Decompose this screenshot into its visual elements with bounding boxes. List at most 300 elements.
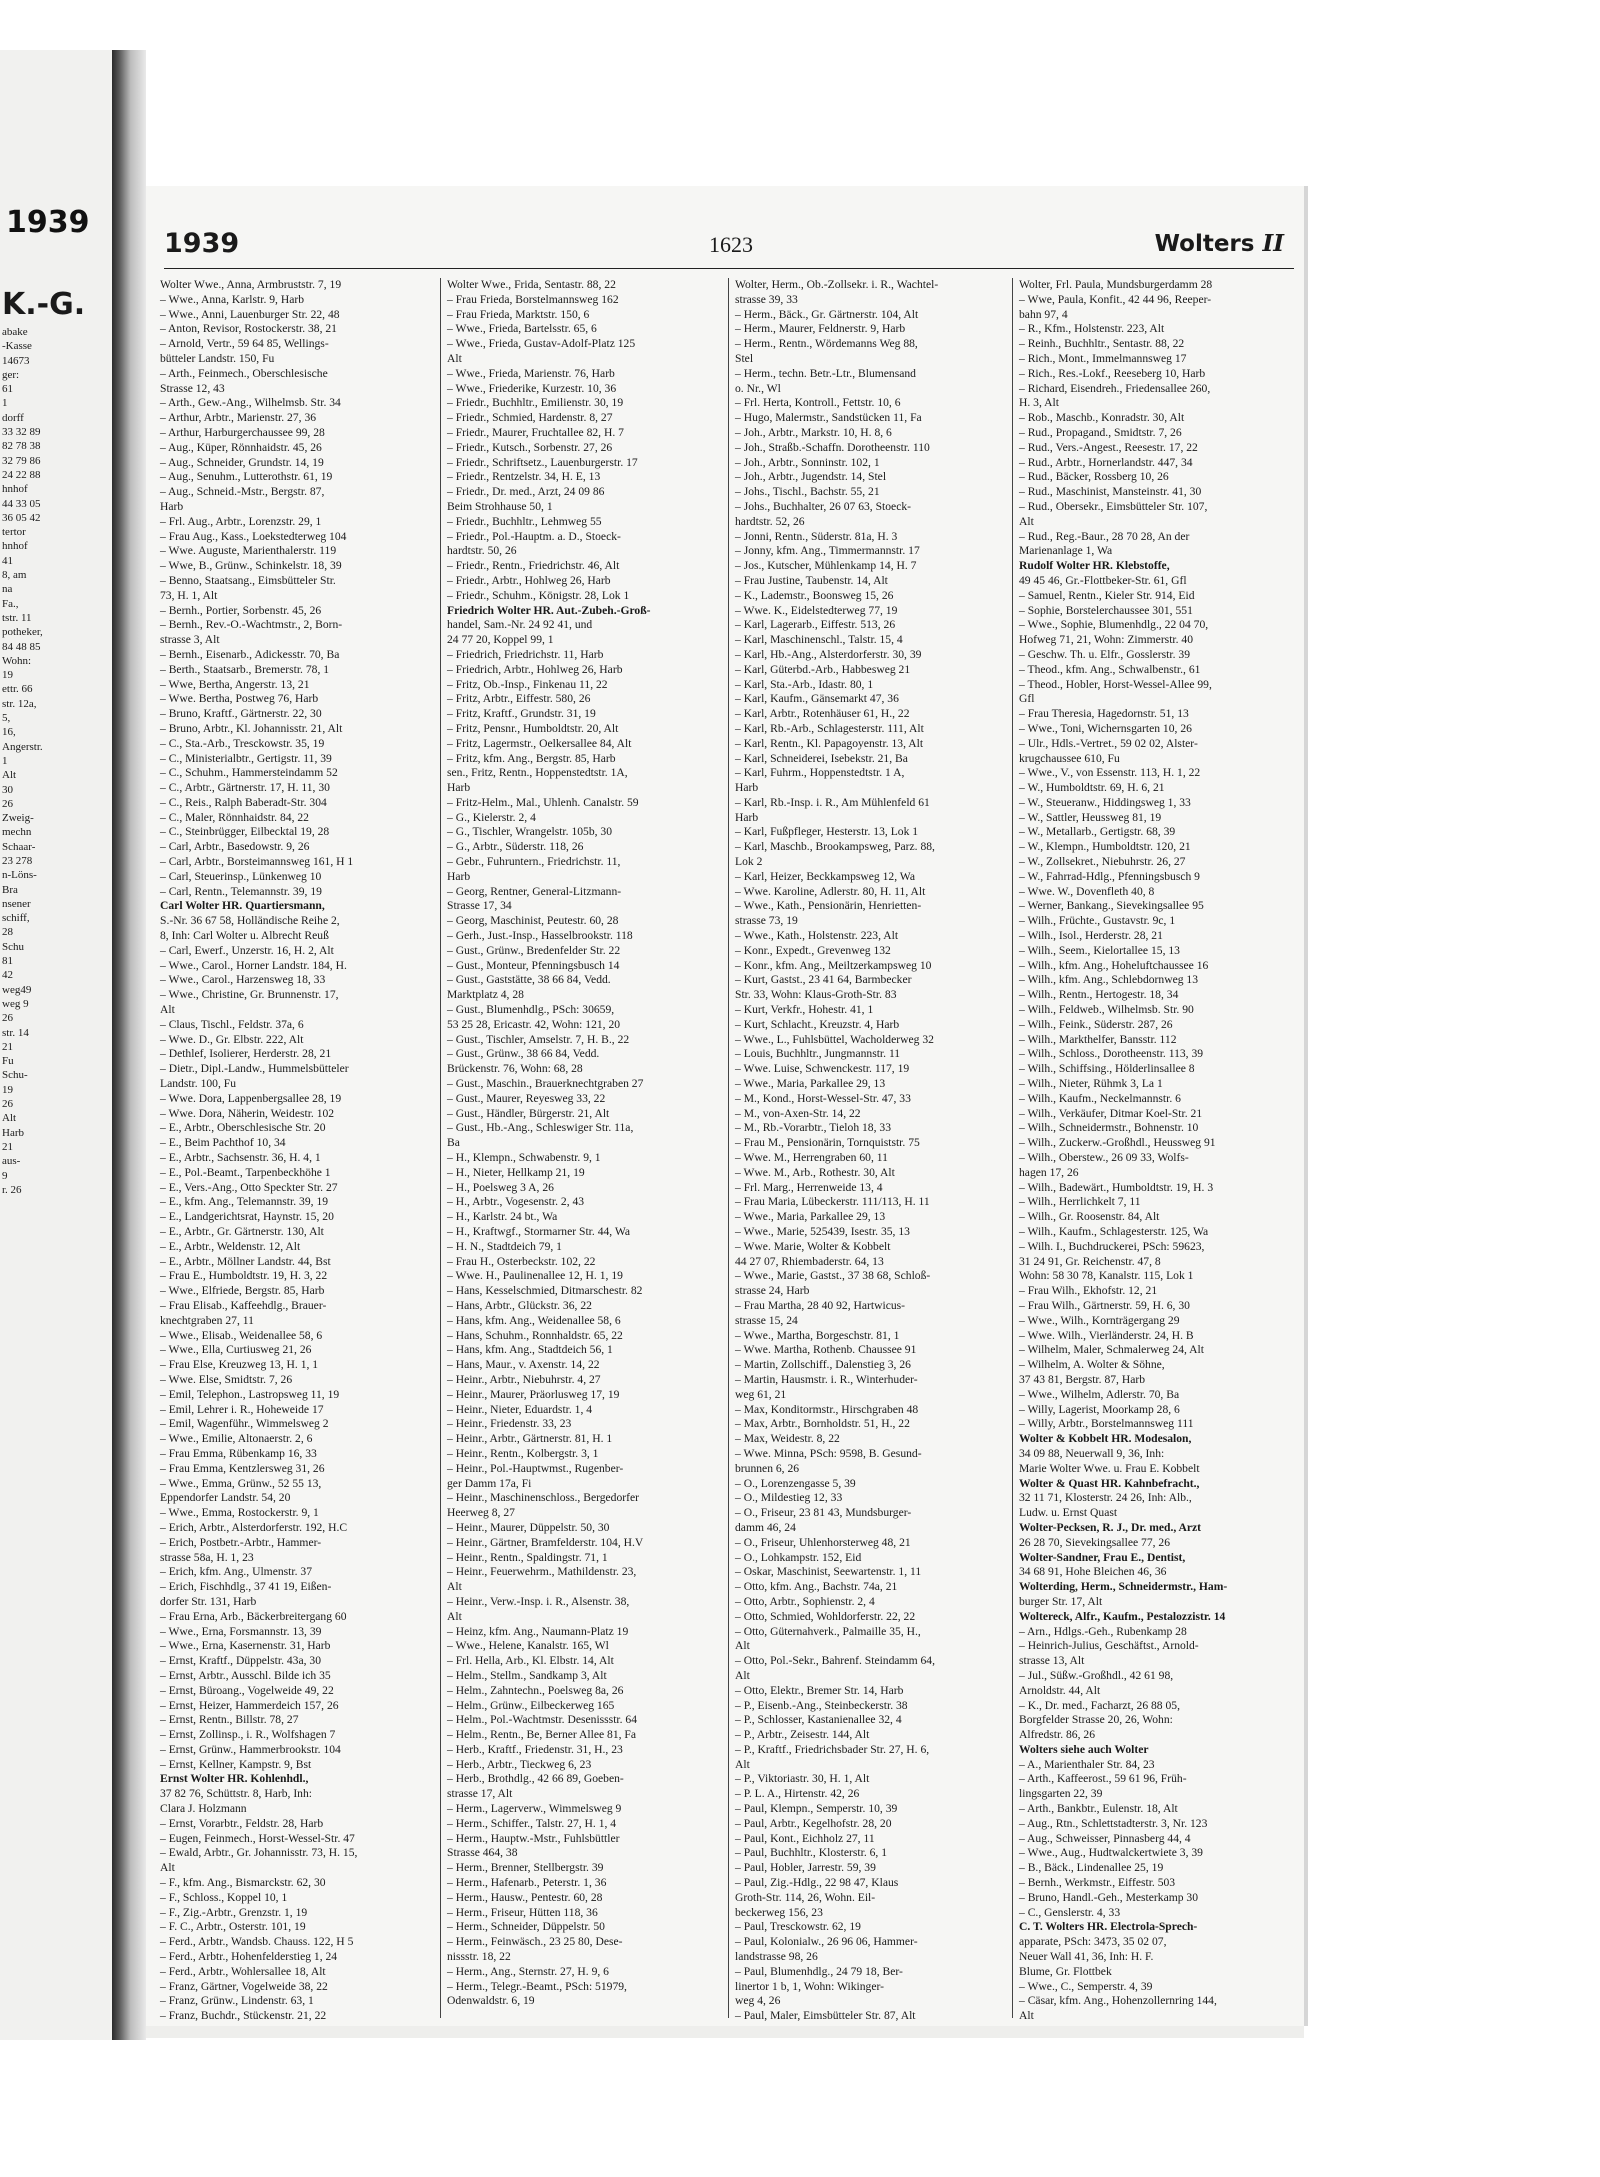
directory-entry-line: Neuer Wall 41, 36, Inh: H. F. (1019, 1950, 1154, 1964)
directory-entry-line: – Wwe., Toni, Wichernsgarten 10, 26 (1019, 721, 1192, 735)
directory-entry-line: brunnen 6, 26 (735, 1461, 800, 1475)
directory-entry-line: – Wwe. Martha, Rothenb. Chaussee 91 (735, 1343, 917, 1357)
directory-entry-line: Stel (735, 351, 754, 365)
directory-entry-line: – Arth., Kaffeerost., 59 61 96, Früh- (1019, 1772, 1187, 1786)
directory-entry-line: – Bruno, Kraftf., Gärtnerstr. 22, 30 (160, 707, 322, 721)
directory-entry-line: – Carl, Arbtr., Borsteimannsweg 161, H 1 (160, 855, 354, 869)
directory-entry-line: – Herm., Telegr.-Beamt., PSch: 51979, (447, 1979, 627, 1993)
directory-entry-line: – Heinr., Gärtner, Bramfelderstr. 104, H.V (447, 1535, 644, 1549)
directory-entry-line: – Karl, Fuhrm., Hoppenstedtstr. 1 A, (735, 766, 905, 780)
directory-entry-line: – Heinrich-Julius, Geschäftst., Arnold- (1019, 1639, 1199, 1653)
directory-entry-line: Wolters siehe auch Wolter (1019, 1742, 1149, 1756)
directory-entry-line: – Wwe., Kath., Holstenstr. 223, Alt (735, 929, 899, 943)
directory-entry-line: – Paul, Arbtr., Kegelhofstr. 28, 20 (735, 1816, 892, 1830)
directory-entry-line: beckerweg 156, 23 (735, 1905, 823, 1919)
previous-page-fragment (0, 50, 114, 2040)
directory-entry-line: – Rud., Maschinist, Mansteinstr. 41, 30 (1019, 485, 1202, 499)
directory-entry-line: – Friedr., Maurer, Fruchtallee 82, H. 7 (447, 425, 624, 439)
previous-page-line: 8, am (2, 569, 27, 582)
directory-entry-line: – Heinr., Maurer, Düppelstr. 50, 30 (447, 1520, 610, 1534)
directory-entry-line: – Jonni, Rentn., Süderstr. 81a, H. 3 (735, 529, 898, 543)
directory-entry-line: – Richard, Eisendreh., Friedensallee 260, (1019, 381, 1211, 395)
directory-entry-line: – Wwe., V., von Essenstr. 113, H. 1, 22 (1019, 766, 1201, 780)
directory-entry-line: – Wwe. H., Paulinenallee 12, H. 1, 19 (447, 1269, 623, 1283)
directory-entry-line: – Herb., Brothdlg., 42 66 89, Goeben- (447, 1772, 624, 1786)
directory-column-3 (728, 278, 1009, 2023)
directory-entry-line: 34 68 91, Hohe Bleichen 46, 36 (1019, 1565, 1167, 1579)
directory-entry-line: – Heinr., Arbtr., Gärtnerstr. 81, H. 1 (447, 1432, 613, 1446)
directory-entry-line: – Frau Emma, Kentzlersweg 31, 26 (160, 1461, 325, 1475)
directory-entry-line: – Franz, Gärtner, Vogelweide 38, 22 (160, 1979, 328, 1993)
directory-entry-line: – Paul, Klempn., Semperstr. 10, 39 (735, 1802, 898, 1816)
directory-entry-line: – Wwe, Paula, Konfit., 42 44 96, Reeper- (1019, 292, 1212, 306)
directory-entry-line: – Wwe., Maria, Parkallee 29, 13 (735, 1077, 886, 1091)
directory-entry-line: – C., Genslerstr. 4, 33 (1019, 1905, 1121, 1919)
directory-entry-line: – Heinr., Maschinenschloss., Bergedorfer (447, 1491, 640, 1505)
directory-entry-line: – Emil, Wagenführ., Wimmelsweg 2 (160, 1417, 329, 1431)
previous-page-line: 21 (2, 1040, 13, 1053)
directory-entry-line: – Ulr., Hdls.-Vertret., 59 02 02, Alster- (1019, 736, 1198, 750)
directory-entry-line: strasse 13, Alt (1019, 1654, 1085, 1668)
directory-entry-line: – Wilh., Schiffsing., Hölderlinsallee 8 (1019, 1062, 1195, 1076)
directory-entry-line: – Karl, Rb.-Insp. i. R., Am Mühlenfeld 61 (735, 795, 930, 809)
directory-entry-line: – H., Poelsweg 3 A, 26 (447, 1180, 554, 1194)
directory-entry-line: – C., Reis., Ralph Baberadt-Str. 304 (160, 795, 327, 809)
directory-entry-line: – C., Schuhm., Hammersteindamm 52 (160, 766, 338, 780)
directory-entry-line: – Martin, Hausmstr. i. R., Winterhuder- (735, 1372, 918, 1386)
directory-entry-line: – Emil, Lehrer i. R., Hoheweide 17 (160, 1402, 324, 1416)
directory-entry-line: – Herb., Kraftf., Friedenstr. 31, H., 23 (447, 1742, 623, 1756)
directory-column-2 (440, 278, 721, 2018)
directory-entry-line: – Friedr., Schmied, Hardenstr. 8, 27 (447, 411, 613, 425)
directory-entry-line: – Bernh., Portier, Sorbenstr. 45, 26 (160, 603, 322, 617)
directory-entry-line: – Wwe., Kath., Pensionärin, Henrietten- (735, 899, 922, 913)
previous-page-line: abake (2, 326, 28, 338)
directory-entry-line: – Gerh., Just.-Insp., Hasselbrookstr. 118 (447, 929, 633, 943)
directory-entry-line: – P., Kraftf., Friedrichsbader Str. 27, H. 6, (735, 1742, 930, 1756)
directory-entry-line: – Rob., Maschb., Konradstr. 30, Alt (1019, 411, 1185, 425)
directory-entry-line: Odenwaldstr. 6, 19 (447, 1994, 535, 2008)
previous-page-line: potheker, (2, 626, 43, 639)
directory-entry-line: – H., Kraftwgf., Stormarner Str. 44, Wa (447, 1225, 631, 1238)
directory-entry-line: – Carl, Steuerinsp., Lünkenweg 10 (160, 869, 322, 883)
directory-entry-line: – Gebr., Fuhruntern., Friedrichstr. 11, (447, 855, 621, 869)
directory-entry-line: 34 09 88, Neuerwall 9, 36, Inh: (1019, 1446, 1165, 1460)
directory-entry-line: – Herm., Brenner, Stellbergstr. 39 (447, 1861, 604, 1875)
directory-entry-line: – Heinr., Verw.-Insp. i. R., Alsenstr. 38, (447, 1594, 630, 1608)
directory-entry-line: – Fritz, kfm. Ang., Bergstr. 85, Harb (447, 751, 616, 765)
directory-entry-line: – W., Steueranw., Hiddingsweg 1, 33 (1019, 795, 1191, 809)
directory-entry-line: weg 61, 21 (735, 1387, 787, 1401)
directory-entry-line: – Wwe., Marie, 525439, Isestr. 35, 13 (735, 1225, 910, 1238)
previous-page-line: 1 (2, 754, 8, 767)
previous-page-line: 28 (2, 926, 13, 939)
directory-entry-line: – Wilh., Kaufm., Neckelmannstr. 6 (1019, 1091, 1181, 1105)
directory-entry-line: – Friedrich, Arbtr., Hohlweg 26, Harb (447, 662, 623, 676)
previous-page-line: 1 (2, 397, 8, 410)
directory-entry-line: – Frau Frieda, Marktstr. 150, 6 (447, 307, 590, 321)
directory-entry-line: – Friedr., Rentn., Friedrichstr. 46, Alt (447, 559, 620, 573)
directory-entry-line: – Helm., Pol.-Wachtmstr. Desenissstr. 64 (447, 1713, 638, 1727)
directory-entry-line: – Geschw. Th. u. Elfr., Gosslerstr. 39 (1019, 647, 1190, 661)
header-surname (1155, 230, 1284, 257)
directory-entry-line: Wohn: 58 30 78, Kanalstr. 115, Lok 1 (1019, 1269, 1194, 1283)
directory-entry-line: 32 11 71, Klosterstr. 24 26, Inh: Alb., (1019, 1491, 1192, 1505)
directory-entry-line: – Konr., Expedt., Grevenweg 132 (735, 943, 891, 957)
directory-entry-line: – Kurt, Schlacht., Kreuzstr. 4, Harb (735, 1017, 900, 1031)
directory-entry-line: sen., Fritz, Rentn., Hoppenstedtstr. 1A, (447, 766, 628, 780)
directory-entry-line: – Wilh., Kaufm., Schlagesterstr. 125, Wa (1019, 1225, 1209, 1238)
directory-entry-line: – Max, Weidestr. 8, 22 (735, 1432, 840, 1446)
directory-entry-line: – Wwe. M., Arb., Rothestr. 30, Alt (735, 1165, 895, 1179)
directory-entry-line: – Helm., Stellm., Sandkamp 3, Alt (447, 1668, 607, 1682)
directory-entry-line: ger Damm 17a, Fi (447, 1476, 532, 1490)
previous-page-line: 32 79 86 (2, 454, 41, 467)
directory-entry-line: – M., Rb.-Vorarbtr., Tieloh 18, 33 (735, 1121, 891, 1135)
previous-page-line: Harb (2, 1126, 24, 1139)
directory-entry-line: – Ewald, Arbtr., Gr. Johannisstr. 73, H. 15, (160, 1846, 358, 1860)
directory-entry-line: strasse 15, 24 (735, 1313, 798, 1327)
directory-entry-line: – Heinr., Feuerwehrm., Mathildenstr. 23, (447, 1565, 637, 1579)
directory-entry-line: Alt (160, 1003, 175, 1017)
directory-entry-line: – Karl, Heizer, Beckkampsweg 12, Wa (735, 869, 915, 883)
directory-entry-line: – Frau H., Osterbeckstr. 102, 22 (447, 1254, 596, 1268)
previous-page-line: 24 22 88 (2, 468, 41, 481)
directory-entry-line: – O., Mildestieg 12, 33 (735, 1491, 843, 1505)
directory-entry-line: – Wwe. Dora, Näherin, Weidestr. 102 (160, 1106, 335, 1120)
directory-entry-line: – Kurt, Gastst., 23 41 64, Barmbecker (735, 973, 912, 987)
directory-entry-line: – Erich, Postbetr.-Arbtr., Hammer- (160, 1535, 322, 1549)
directory-entry-line: – Herm., Hausw., Pentestr. 60, 28 (447, 1890, 603, 1904)
directory-entry-line: – Helm., Rentn., Be, Berner Allee 81, Fa (447, 1728, 637, 1742)
directory-entry-line: – Frau Erna, Arb., Bäckerbreitergang 60 (160, 1609, 347, 1623)
directory-entry-line: Strasse 12, 43 (160, 381, 225, 395)
directory-entry-line: – Wwe., L., Fuhlsbüttel, Wacholderweg 32 (735, 1032, 934, 1046)
directory-entry-line: – Heinr., Nieter, Eduardstr. 1, 4 (447, 1402, 593, 1416)
directory-entry-line: – Wilh., kfm. Ang., Schlebdornweg 13 (1019, 973, 1199, 987)
directory-entry-line: 44 27 07, Rhiembaderstr. 64, 13 (735, 1254, 884, 1268)
directory-entry-line: – Karl, Güterbd.-Arb., Habbesweg 21 (735, 662, 911, 676)
directory-entry-line: – Friedr., Rentzelstr. 34, H. E, 13 (447, 470, 601, 484)
directory-entry-line: hagen 17, 26 (1019, 1165, 1079, 1179)
directory-entry-line: – Joh., Straßb.-Schaffn. Dorotheenstr. 110 (735, 440, 930, 454)
directory-entry-line: – Wilh. I., Buchdruckerei, PSch: 59623, (1019, 1239, 1205, 1253)
directory-entry-line: – Bernh., Werkmstr., Eiffestr. 503 (1019, 1876, 1176, 1890)
directory-entry-line: – Herm., Hafenarb., Peterstr. 1, 36 (447, 1876, 607, 1890)
directory-entry-line: – Gust., Hb.-Ang., Schleswiger Str. 11a, (447, 1121, 634, 1135)
directory-entry-line: – Frau Wilh., Gärtnerstr. 59, H. 6, 30 (1019, 1298, 1190, 1312)
directory-entry-line: – Theod., Hobler, Horst-Wessel-Allee 99, (1019, 677, 1212, 691)
directory-entry-line: – F., Schloss., Koppel 10, 1 (160, 1890, 288, 1904)
previous-page-line: 30 (2, 783, 13, 796)
directory-entry-line: – Max, Arbtr., Bornholdstr. 51, H., 22 (735, 1417, 910, 1431)
directory-entry-line: – Friedr., Buchhltr., Emilienstr. 30, 19 (447, 396, 624, 410)
directory-entry-line: Carl Wolter HR. Quartiersmann, (160, 899, 325, 913)
directory-entry-line: – Martin, Zollschiff., Dalenstieg 3, 26 (735, 1358, 911, 1372)
directory-entry-line: – Claus, Tischl., Feldstr. 37a, 6 (160, 1017, 304, 1031)
directory-entry-line: – Friedrich, Friedrichstr. 11, Harb (447, 647, 604, 661)
directory-entry-line: – Aug., Schneider, Grundstr. 14, 19 (160, 455, 324, 469)
directory-entry-line: – Herm., Schneider, Düppelstr. 50 (447, 1920, 605, 1934)
directory-entry-line: – Hans, kfm. Ang., Stadtdeich 56, 1 (447, 1343, 613, 1357)
directory-entry-line: – Wilh., Verkäufer, Ditmar Koel-Str. 21 (1019, 1106, 1203, 1120)
directory-entry-line: – Wwe. Dora, Lappenbergsallee 28, 19 (160, 1091, 342, 1105)
directory-entry-line: – Anton, Revisor, Rostockerstr. 38, 21 (160, 322, 337, 336)
directory-entry-line: – Carl, Rentn., Telemannstr. 39, 19 (160, 884, 322, 898)
previous-page-line: 82 78 38 (2, 440, 41, 453)
directory-entry-line: – Dethlef, Isolierer, Herderstr. 28, 21 (160, 1047, 332, 1061)
directory-entry-line: 26 28 70, Sievekingsallee 77, 26 (1019, 1535, 1171, 1549)
directory-entry-line: – Dietr., Dipl.-Landw., Hummelsbütteler (160, 1062, 349, 1076)
directory-entry-line: – Wilh., Schloss., Dorotheenstr. 113, 39 (1019, 1047, 1204, 1061)
directory-entry-line: – Jonny, kfm. Ang., Timmermannstr. 17 (735, 544, 920, 558)
directory-entry-line: – Gust., Grünw., 38 66 84, Vedd. (447, 1047, 600, 1061)
directory-entry-line: – H., Karlstr. 24 bt., Wa (447, 1210, 558, 1224)
previous-page-line: 19 (2, 669, 13, 682)
directory-entry-line: – Wwe., C., Semperstr. 4, 39 (1019, 1979, 1153, 1993)
directory-entry-line: – Jul., Süßw.-Großhdl., 42 61 98, (1019, 1668, 1174, 1682)
directory-entry-line: – Arth., Gew.-Ang., Wilhelmsb. Str. 34 (160, 396, 341, 410)
directory-entry-line: – Paul, Hobler, Jarrestr. 59, 39 (735, 1861, 876, 1875)
previous-page-line: 26 (2, 1012, 13, 1025)
directory-entry-line: – O., Lorenzengasse 5, 39 (735, 1476, 856, 1490)
directory-entry-line: – Aug., Küper, Rönnhaidstr. 45, 26 (160, 440, 322, 454)
directory-entry-line: strasse 3, Alt (160, 633, 220, 647)
directory-entry-line: – Berth., Staatsarb., Bremerstr. 78, 1 (160, 662, 330, 676)
previous-page-line: tstr. 11 (2, 611, 32, 624)
directory-entry-line: – H., Klempn., Schwabenstr. 9, 1 (447, 1151, 601, 1165)
directory-entry-line: Marie Wolter Wwe. u. Frau E. Kobbelt (1019, 1461, 1200, 1475)
previous-page-line: str. 12a, (2, 697, 37, 710)
directory-entry-line: – Frau M., Pensionärin, Tornquiststr. 75 (735, 1136, 920, 1150)
directory-entry-line: 73, H. 1, Alt (160, 588, 218, 602)
directory-entry-line: – Kurt, Verkfr., Hohestr. 41, 1 (735, 1003, 874, 1017)
directory-entry-line: – Carl, Ewerf., Unzerstr. 16, H. 2, Alt (160, 943, 334, 957)
directory-entry-line: – Heinr., Rentn., Spaldingstr. 71, 1 (447, 1550, 608, 1564)
directory-entry-line: – E., Arbtr., Sachsenstr. 36, H. 4, 1 (160, 1151, 321, 1165)
directory-entry-line: – Aug., Senuhm., Lutterothstr. 61, 19 (160, 470, 333, 484)
directory-entry-line: – Wilh., Seem., Kielortallee 15, 13 (1019, 943, 1180, 957)
directory-entry-line: – Franz, Grünw., Lindenstr. 63, 1 (160, 1994, 314, 2008)
directory-entry-line: – Wwe, B., Grünw., Schinkelstr. 18, 39 (160, 559, 342, 573)
directory-entry-line: – Gust., Grünw., Bredenfelder Str. 22 (447, 943, 621, 957)
directory-entry-line: – Frau Justine, Taubenstr. 14, Alt (735, 573, 888, 587)
previous-page-line: Angerstr. (2, 740, 43, 753)
directory-entry-line: – Gust., Maschin., Brauerknechtgraben 27 (447, 1077, 644, 1091)
directory-entry-line: – Wilh., Gr. Roosenstr. 84, Alt (1019, 1210, 1160, 1224)
directory-entry-line: – Karl, Lagerarb., Eiffestr. 513, 26 (735, 618, 896, 632)
directory-entry-line: – Wilhelm, Maler, Schmalerweg 24, Alt (1019, 1343, 1204, 1357)
previous-page-line: 41 (2, 554, 13, 567)
directory-entry-line: – Reinh., Buchhltr., Sentastr. 88, 22 (1019, 337, 1185, 351)
directory-entry-line: – Carl, Arbtr., Basedowstr. 9, 26 (160, 840, 310, 854)
directory-entry-line: 37 82 76, Schüttstr. 8, Harb, Inh: (160, 1787, 312, 1801)
previous-page-text (2, 285, 108, 1197)
directory-entry-line: – P., Schlosser, Kastanienallee 32, 4 (735, 1713, 902, 1727)
directory-entry-line: Alt (160, 1861, 175, 1875)
directory-entry-line: – Otto, kfm. Ang., Bachstr. 74a, 21 (735, 1580, 898, 1594)
directory-entry-line: – B., Bäck., Lindenallee 25, 19 (1019, 1861, 1164, 1875)
directory-entry-line: – Frl. Hella, Arb., Kl. Elbstr. 14, Alt (447, 1654, 614, 1668)
previous-page-line: Alt (2, 1112, 17, 1125)
directory-entry-line: – E., Pol.-Beamt., Tarpenbeckhöhe 1 (160, 1165, 331, 1179)
directory-entry-line: – Karl, Hb.-Ang., Alsterdorferstr. 30, 39 (735, 647, 922, 661)
previous-page-line: 26 (2, 1098, 13, 1111)
directory-entry-line: – Wwe., Emilie, Altonaerstr. 2, 6 (160, 1432, 313, 1446)
directory-entry-line: – H., Arbtr., Vogesenstr. 2, 43 (447, 1195, 585, 1209)
directory-entry-line: – P., Eisenb.-Ang., Steinbeckerstr. 38 (735, 1698, 908, 1712)
directory-entry-line: Alt (1019, 514, 1034, 528)
directory-entry-line: – Otto, Schmied, Wohldorferstr. 22, 22 (735, 1609, 916, 1623)
previous-page-line: Wohn: (2, 654, 32, 667)
previous-page-line: 23 278 (2, 854, 33, 867)
directory-entry-line: Alt (447, 1580, 462, 1594)
directory-entry-line: – Fritz, Pensnr., Humboldtstr. 20, Alt (447, 721, 619, 735)
directory-entry-line: – Friedr., Pol.-Hauptm. a. D., Stoeck- (447, 529, 621, 543)
directory-entry-line: – Frau Martha, 28 40 92, Hartwicus- (735, 1298, 906, 1312)
directory-entry-line: Marktplatz 4, 28 (447, 988, 524, 1002)
directory-entry-line: – Herm., Ang., Sternstr. 27, H. 9, 6 (447, 1964, 609, 1978)
directory-entry-line: Wolter, Frl. Paula, Mundsburgerdamm 28 (1019, 278, 1213, 291)
directory-entry-line: – Aug., Schweisser, Pinnasberg 44, 4 (1019, 1831, 1191, 1845)
directory-entry-line: – Benno, Staatsang., Eimsbütteler Str. (160, 573, 336, 587)
directory-entry-line: – Wwe., Elfriede, Bergstr. 85, Harb (160, 1284, 325, 1298)
directory-entry-line: – Frau Maria, Lübeckerstr. 111/113, H. 11 (735, 1195, 930, 1209)
previous-page-line: schiff, (2, 912, 30, 925)
directory-entry-line: – Frau Aug., Kass., Loekstedterweg 104 (160, 529, 347, 543)
directory-entry-line: 31 24 91, Gr. Reichenstr. 47, 8 (1019, 1254, 1161, 1268)
directory-entry-line: Ernst Wolter HR. Kohlenhdl., (160, 1772, 309, 1786)
directory-entry-line: bütteler Landstr. 150, Fu (160, 351, 275, 365)
directory-entry-line: – Fritz, Arbtr., Eiffestr. 580, 26 (447, 692, 591, 706)
directory-entry-line: o. Nr., Wl (735, 381, 781, 395)
directory-entry-line: – Herm., Bäck., Gr. Gärtnerstr. 104, Alt (735, 307, 919, 321)
directory-entry-line: – W., Zollsekret., Niebuhrstr. 26, 27 (1019, 855, 1186, 869)
directory-entry-line: – Heinz, kfm. Ang., Naumann-Platz 19 (447, 1624, 629, 1638)
directory-entry-line: – Gust., Monteur, Pfenningsbusch 14 (447, 958, 620, 972)
directory-entry-line: 37 43 81, Bergstr. 87, Harb (1019, 1372, 1146, 1386)
directory-entry-line: Wolter Wwe., Anna, Armbruststr. 7, 19 (160, 278, 342, 291)
directory-entry-line: Alt (447, 1609, 462, 1623)
directory-entry-line: nissstr. 18, 22 (447, 1950, 511, 1964)
directory-entry-line: Beim Strohhause 50, 1 (447, 499, 553, 513)
directory-entry-line: – Heinr., Rentn., Kolbergstr. 3, 1 (447, 1446, 599, 1460)
directory-entry-line: – E., Arbtr., Möllner Landstr. 44, Bst (160, 1254, 331, 1268)
previous-page-line: -Kasse (2, 340, 32, 353)
directory-entry-line: – Erich, Arbtr., Alsterdorferstr. 192, H.C (160, 1520, 348, 1534)
previous-page-line: dorff (2, 411, 24, 424)
directory-entry-line: – G., Tischler, Wrangelstr. 105b, 30 (447, 825, 613, 839)
previous-page-line: 44 33 05 (2, 497, 41, 510)
directory-entry-line: – Arthur, Arbtr., Marienstr. 27, 36 (160, 411, 317, 425)
directory-entry-line: – Wwe. Karoline, Adlerstr. 80, H. 11, Alt (735, 884, 926, 898)
directory-entry-line: – C., Maler, Rönnhaidstr. 84, 22 (160, 810, 309, 824)
directory-entry-line: – E., Landgerichtsrat, Haynstr. 15, 20 (160, 1210, 334, 1224)
previous-page-line: hnhof (2, 483, 28, 496)
directory-entry-line: – Frl. Marg., Herrenweide 13, 4 (735, 1180, 883, 1194)
previous-page-line: Schu (2, 940, 24, 953)
previous-page-line: nsener (2, 897, 31, 910)
directory-column-1 (160, 278, 434, 2023)
directory-entry-line: – Arnold, Vertr., 59 64 85, Wellings- (160, 337, 329, 351)
directory-entry-line: – K., Lademstr., Boonsweg 15, 26 (735, 588, 894, 602)
directory-entry-line: – Paul, Maler, Eimsbütteler Str. 87, Alt (735, 2009, 916, 2023)
directory-entry-line: handel, Sam.-Nr. 24 92 41, und (447, 618, 593, 632)
directory-entry-line: – G., Arbtr., Süderstr. 118, 26 (447, 840, 584, 854)
directory-entry-line: – Wwe., Wilhelm, Adlerstr. 70, Ba (1019, 1387, 1180, 1401)
directory-entry-line: Gfl (1019, 692, 1035, 706)
directory-entry-line: 53 25 28, Ericastr. 42, Wohn: 121, 20 (447, 1017, 621, 1031)
previous-page-line: 14673 (2, 354, 30, 367)
directory-entry-line: – Otto, Güternahverk., Palmaille 35, H., (735, 1624, 921, 1638)
directory-entry-line: Str. 33, Wohn: Klaus-Groth-Str. 83 (735, 988, 897, 1002)
directory-entry-line: – Wilh., Feink., Süderstr. 287, 26 (1019, 1017, 1173, 1031)
directory-entry-line: – O., Lohkampstr. 152, Eid (735, 1550, 862, 1564)
header-surname-text: Wolters (1154, 231, 1255, 257)
directory-entry-line: Hofweg 71, 21, Wohn: Zimmerstr. 40 (1019, 633, 1194, 647)
directory-entry-line: – Rud., Vers.-Angest., Reesestr. 17, 22 (1019, 440, 1198, 454)
directory-entry-line: Blume, Gr. Flottbek (1019, 1964, 1112, 1978)
directory-entry-line: – Wwe., Emma, Rostockerstr. 9, 1 (160, 1506, 319, 1520)
directory-entry-line: – Hans, Kesselschmied, Ditmarschestr. 82 (447, 1284, 643, 1298)
directory-entry-line: – Wwe., Anna, Karlstr. 9, Harb (160, 292, 305, 306)
previous-page-line: Zweig- (2, 812, 34, 825)
directory-entry-line: – A., Marienthaler Str. 84, 23 (1019, 1757, 1155, 1771)
directory-entry-line: Strasse 17, 34 (447, 899, 512, 913)
directory-page (146, 186, 1304, 2026)
directory-entry-line: – Karl, Arbtr., Rotenhäuser 61, H., 22 (735, 707, 910, 721)
directory-entry-line: hardtstr. 52, 26 (735, 514, 805, 528)
directory-entry-line: lingsgarten 22, 39 (1019, 1787, 1103, 1801)
directory-entry-line: – Arn., Hdlgs.-Geh., Rubenkamp 28 (1019, 1624, 1187, 1638)
directory-entry-line: – Louis, Buchhltr., Jungmannstr. 11 (735, 1047, 901, 1061)
directory-entry-line: – W., Fahrrad-Hdlg., Pfenningsbusch 9 (1019, 869, 1200, 883)
directory-entry-line: linertor 1 b, 1, Wohn: Wikinger- (735, 1979, 884, 1993)
directory-entry-line: – Frau Wilh., Ekhofstr. 12, 21 (1019, 1284, 1158, 1298)
directory-entry-line: – E., Arbtr., Weldenstr. 12, Alt (160, 1239, 301, 1253)
header-volume: II (1262, 230, 1284, 257)
directory-entry-line: – Jos., Kutscher, Mühlenkamp 14, H. 7 (735, 559, 917, 573)
directory-entry-line: – H., Nieter, Hellkamp 21, 19 (447, 1165, 585, 1179)
directory-entry-line: – Wwe. Marie, Wolter & Kobbelt (735, 1239, 891, 1253)
directory-entry-line: – Paul, Kolonialw., 26 96 06, Hammer- (735, 1935, 918, 1949)
directory-entry-line: – Ernst, Büroang., Vogelweide 49, 22 (160, 1683, 334, 1697)
directory-entry-line: apparate, PSch: 3473, 35 02 07, (1019, 1935, 1167, 1949)
directory-entry-line: strasse 73, 19 (735, 914, 798, 928)
directory-entry-line: – Wilh., Herrlichkelt 7, 11 (1019, 1195, 1141, 1209)
directory-entry-line: – Friedr., Schriftsetz., Lauenburgerstr. 17 (447, 455, 638, 469)
directory-entry-line: Wolter, Herm., Ob.-Zollsekr. i. R., Wachtel- (735, 278, 939, 291)
directory-columns (160, 278, 1300, 2023)
header-page-number: 1623 (709, 232, 753, 257)
directory-entry-line: – Herm., Lagerverw., Wimmelsweg 9 (447, 1802, 622, 1816)
directory-entry-line: – Wwe. M., Herrengraben 60, 11 (735, 1151, 888, 1165)
directory-entry-line: – Paul, Kont., Eichholz 27, 11 (735, 1831, 875, 1845)
directory-entry-line: Alfredstr. 86, 26 (1019, 1728, 1095, 1742)
directory-entry-line: – Erich, kfm. Ang., Ulmenstr. 37 (160, 1565, 312, 1579)
directory-entry-line: – H. N., Stadtdeich 79, 1 (447, 1239, 562, 1253)
directory-entry-line: – Rud., Propagand., Smidtstr. 7, 26 (1019, 425, 1182, 439)
previous-page-line: K.-G. (2, 287, 86, 322)
directory-entry-line: hardtstr. 50, 26 (447, 544, 517, 558)
directory-entry-line: C. T. Wolters HR. Electrola-Sprech- (1019, 1920, 1198, 1934)
previous-page-line: 61 (2, 383, 13, 396)
previous-page-line: hnhof (2, 540, 28, 553)
directory-entry-line: – Wwe. D., Gr. Elbstr. 222, Alt (160, 1032, 304, 1046)
directory-entry-line: – Karl, Maschinenschl., Talstr. 15, 4 (735, 633, 903, 647)
directory-entry-line: – F., kfm. Ang., Bismarckstr. 62, 30 (160, 1876, 326, 1890)
directory-entry-line: – Frau Frieda, Borstelmannsweg 162 (447, 292, 619, 306)
